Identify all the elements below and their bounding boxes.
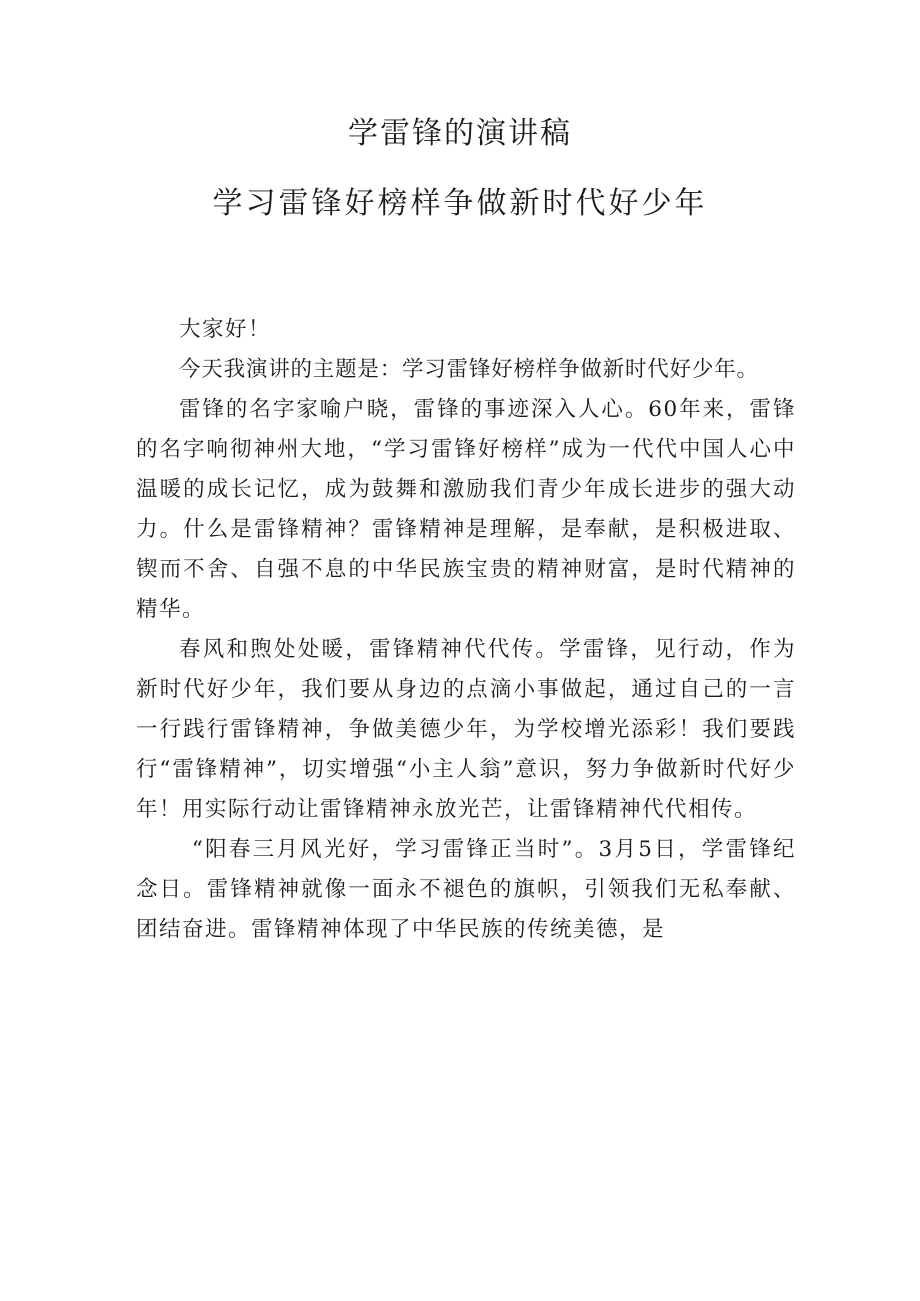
paragraph-action: 春风和煦处处暖，雷锋精神代代传。学雷锋，见行动，作为新时代好少年，我们要从身边的点滴小事做起，通过自己的一言一行践行雷锋精神，争做美德少年，为学校增光添彩！我们要践行“雷锋精神”，切实增强“小主人翁”意识，努力争做新时代好少年！用实际行动让雷锋精神永放光芒，让雷锋精神代代相传。 — [136, 637, 796, 822]
document-title: 学雷锋的演讲稿 — [348, 116, 572, 151]
document-subtitle: 学习雷锋好榜样争做新时代好少年 — [212, 186, 708, 221]
document-body — [136, 310, 796, 950]
paragraph-greeting: 大家好！ — [179, 317, 272, 342]
paragraph-theme: 今天我演讲的主题是：学习雷锋好榜样争做新时代好少年。 — [179, 357, 759, 382]
paragraph-march: “阳春三月风光好，学习雷锋正当时”。3月5日，学雷锋纪念日。雷锋精神就像一面永不褪色的旗帜，引领我们无私奉献、团结奋进。雷锋精神体现了中华民族的传统美德，是 — [136, 837, 796, 942]
paragraph-leifeng-spirit: 雷锋的名字家喻户晓，雷锋的事迹深入人心。60年来，雷锋的名字响彻神州大地，“学习雷锋好榜样”成为一代代中国人心中温暖的成长记忆，成为鼓舞和激励我们青少年成长进步的强大动力。什么是雷锋精神？雷锋精神是理解，是奉献，是积极进取、锲而不舍、自强不息的中华民族宝贵的精神财富，是时代精神的精华。 — [136, 397, 796, 622]
